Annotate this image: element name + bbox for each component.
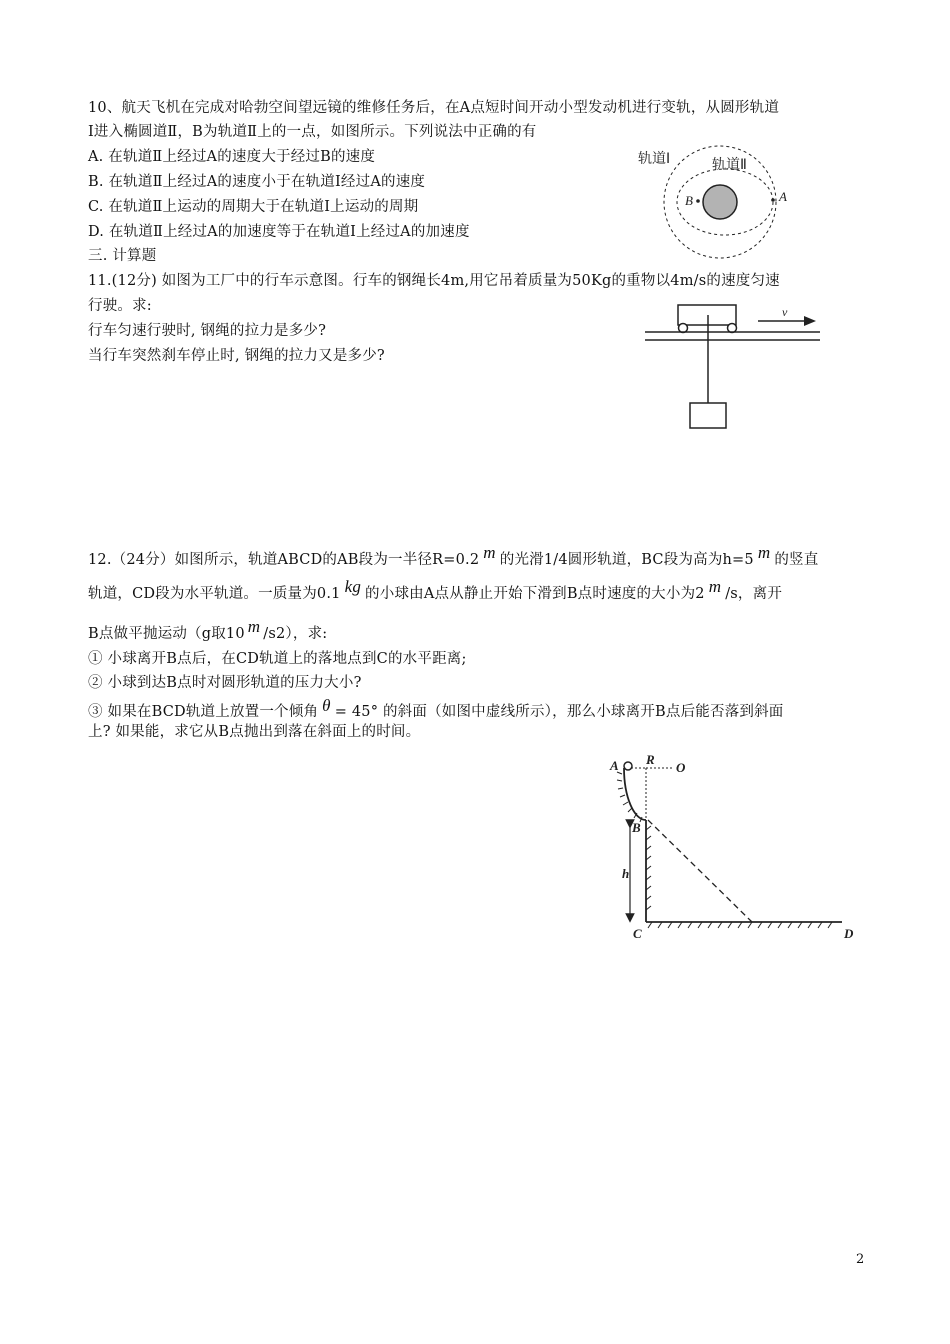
quarter-circle-track (624, 768, 646, 820)
orbit-2-label: 轨道Ⅱ (712, 157, 747, 173)
ball (624, 762, 632, 770)
arc-hatching (617, 772, 642, 822)
q10-option-b: B. 在轨道Ⅱ上经过A的速度小于在轨道Ⅰ经过A的速度 (88, 174, 426, 190)
label-c: C (633, 926, 642, 941)
velocity-arrow-head (804, 316, 816, 326)
label-d: D (844, 926, 854, 941)
q12-sub3-part2: = 45° 的斜面（如图中虚线所示），那么小球离开B点后能否落到斜面 (334, 704, 784, 720)
q12-line2 (88, 577, 783, 604)
q12-line3 (88, 617, 328, 644)
q12-unit-m-1: m (483, 543, 496, 562)
point-a-label: A (779, 189, 787, 204)
q12-line2-part1: 轨道，CD段为水平轨道。一质量为0.1 (88, 586, 341, 602)
q12-sub3-line2: 上? 如果能，求它从B点抛出到落在斜面上的时间。 (88, 724, 421, 740)
q12-unit-m-3: m (708, 577, 722, 596)
label-r: R (646, 752, 655, 767)
q12-line2-part2: 的小球由A点从静止开始下滑到B点时速度的大小为2 (365, 586, 705, 602)
q10-stem-line2: Ⅰ进入椭圆道Ⅱ，B为轨道Ⅱ上的一点，如图所示。下列说法中正确的有 (88, 124, 537, 140)
q11-stem-line2: 行驶。求: (88, 298, 152, 314)
q12-unit-kg: kg (344, 577, 362, 596)
q10-stem-line1: 10、航天飞机在完成对哈勃空间望远镜的维修任务后，在A点短时间开动小型发动机进行变轨，从圆形轨道 (88, 100, 780, 116)
point-a-dot (771, 198, 775, 202)
label-b: B (632, 820, 641, 835)
q12-line1-part1: 12.（24分）如图所示，轨道ABCD的AB段为一半径R=0.2 (88, 552, 480, 568)
q11-sub2: 当行车突然刹车停止时, 钢绳的拉力又是多少? (88, 348, 385, 364)
q12-line1-part2: 的光滑1/4圆形轨道，BC段为高为h=5 (499, 552, 754, 568)
q11-sub1: 行车匀速行驶时, 钢绳的拉力是多少? (88, 323, 327, 339)
q10-option-a: A. 在轨道Ⅱ上经过A的速度大于经过B的速度 (88, 149, 376, 165)
q10-option-d: D. 在轨道Ⅱ上经过A的加速度等于在轨道Ⅰ上经过A的加速度 (88, 224, 470, 240)
point-b-dot (696, 199, 700, 203)
q12-theta: θ (322, 696, 331, 715)
track-diagram (600, 752, 870, 950)
velocity-label: v (782, 305, 788, 319)
label-a: A (610, 758, 619, 773)
label-h: h (622, 866, 630, 881)
q12-sub2: ② 小球到达B点时对圆形轨道的压力大小? (88, 675, 362, 691)
q12-line2-part3: /s，离开 (725, 586, 783, 602)
q11-stem-line1: 11.(12分) 如图为工厂中的行车示意图。行车的钢绳长4m,用它吊着质量为50Kg的重物以4m/s的速度匀速 (88, 273, 780, 289)
q12-sub3-part1: ③ 如果在BCD轨道上放置一个倾角 (88, 704, 319, 720)
load-box (690, 403, 726, 428)
crane-diagram (640, 295, 830, 435)
earth-circle (703, 185, 737, 219)
orbit-diagram (630, 145, 800, 270)
orbit-1-label: 轨道Ⅰ (638, 151, 671, 167)
q12-sub1: ① 小球离开B点后，在CD轨道上的落地点到C的水平距离; (88, 651, 467, 667)
q12-line3-part2: /s2），求: (263, 626, 328, 642)
ground-hatching (648, 922, 832, 928)
page-number: 2 (856, 1252, 865, 1267)
incline-dashed (648, 820, 752, 922)
crane-wheel-right (728, 324, 737, 333)
q12-line1-part3: 的竖直 (774, 552, 819, 568)
q10-option-c: C. 在轨道Ⅱ上运动的周期大于在轨道Ⅰ上运动的周期 (88, 199, 419, 215)
q12-sub3-line1 (88, 696, 784, 722)
q12-unit-m-4: m (247, 617, 261, 636)
point-b-label: B (685, 193, 693, 208)
crane-wheel-left (679, 324, 688, 333)
label-o: O (676, 760, 686, 775)
q12-line1 (88, 543, 819, 570)
q12-unit-m-2: m (757, 543, 771, 562)
q12-line3-part1: B点做平抛运动（g取10 (88, 626, 245, 642)
crane-cart (678, 305, 736, 325)
section-3-heading: 三. 计算题 (88, 248, 157, 264)
